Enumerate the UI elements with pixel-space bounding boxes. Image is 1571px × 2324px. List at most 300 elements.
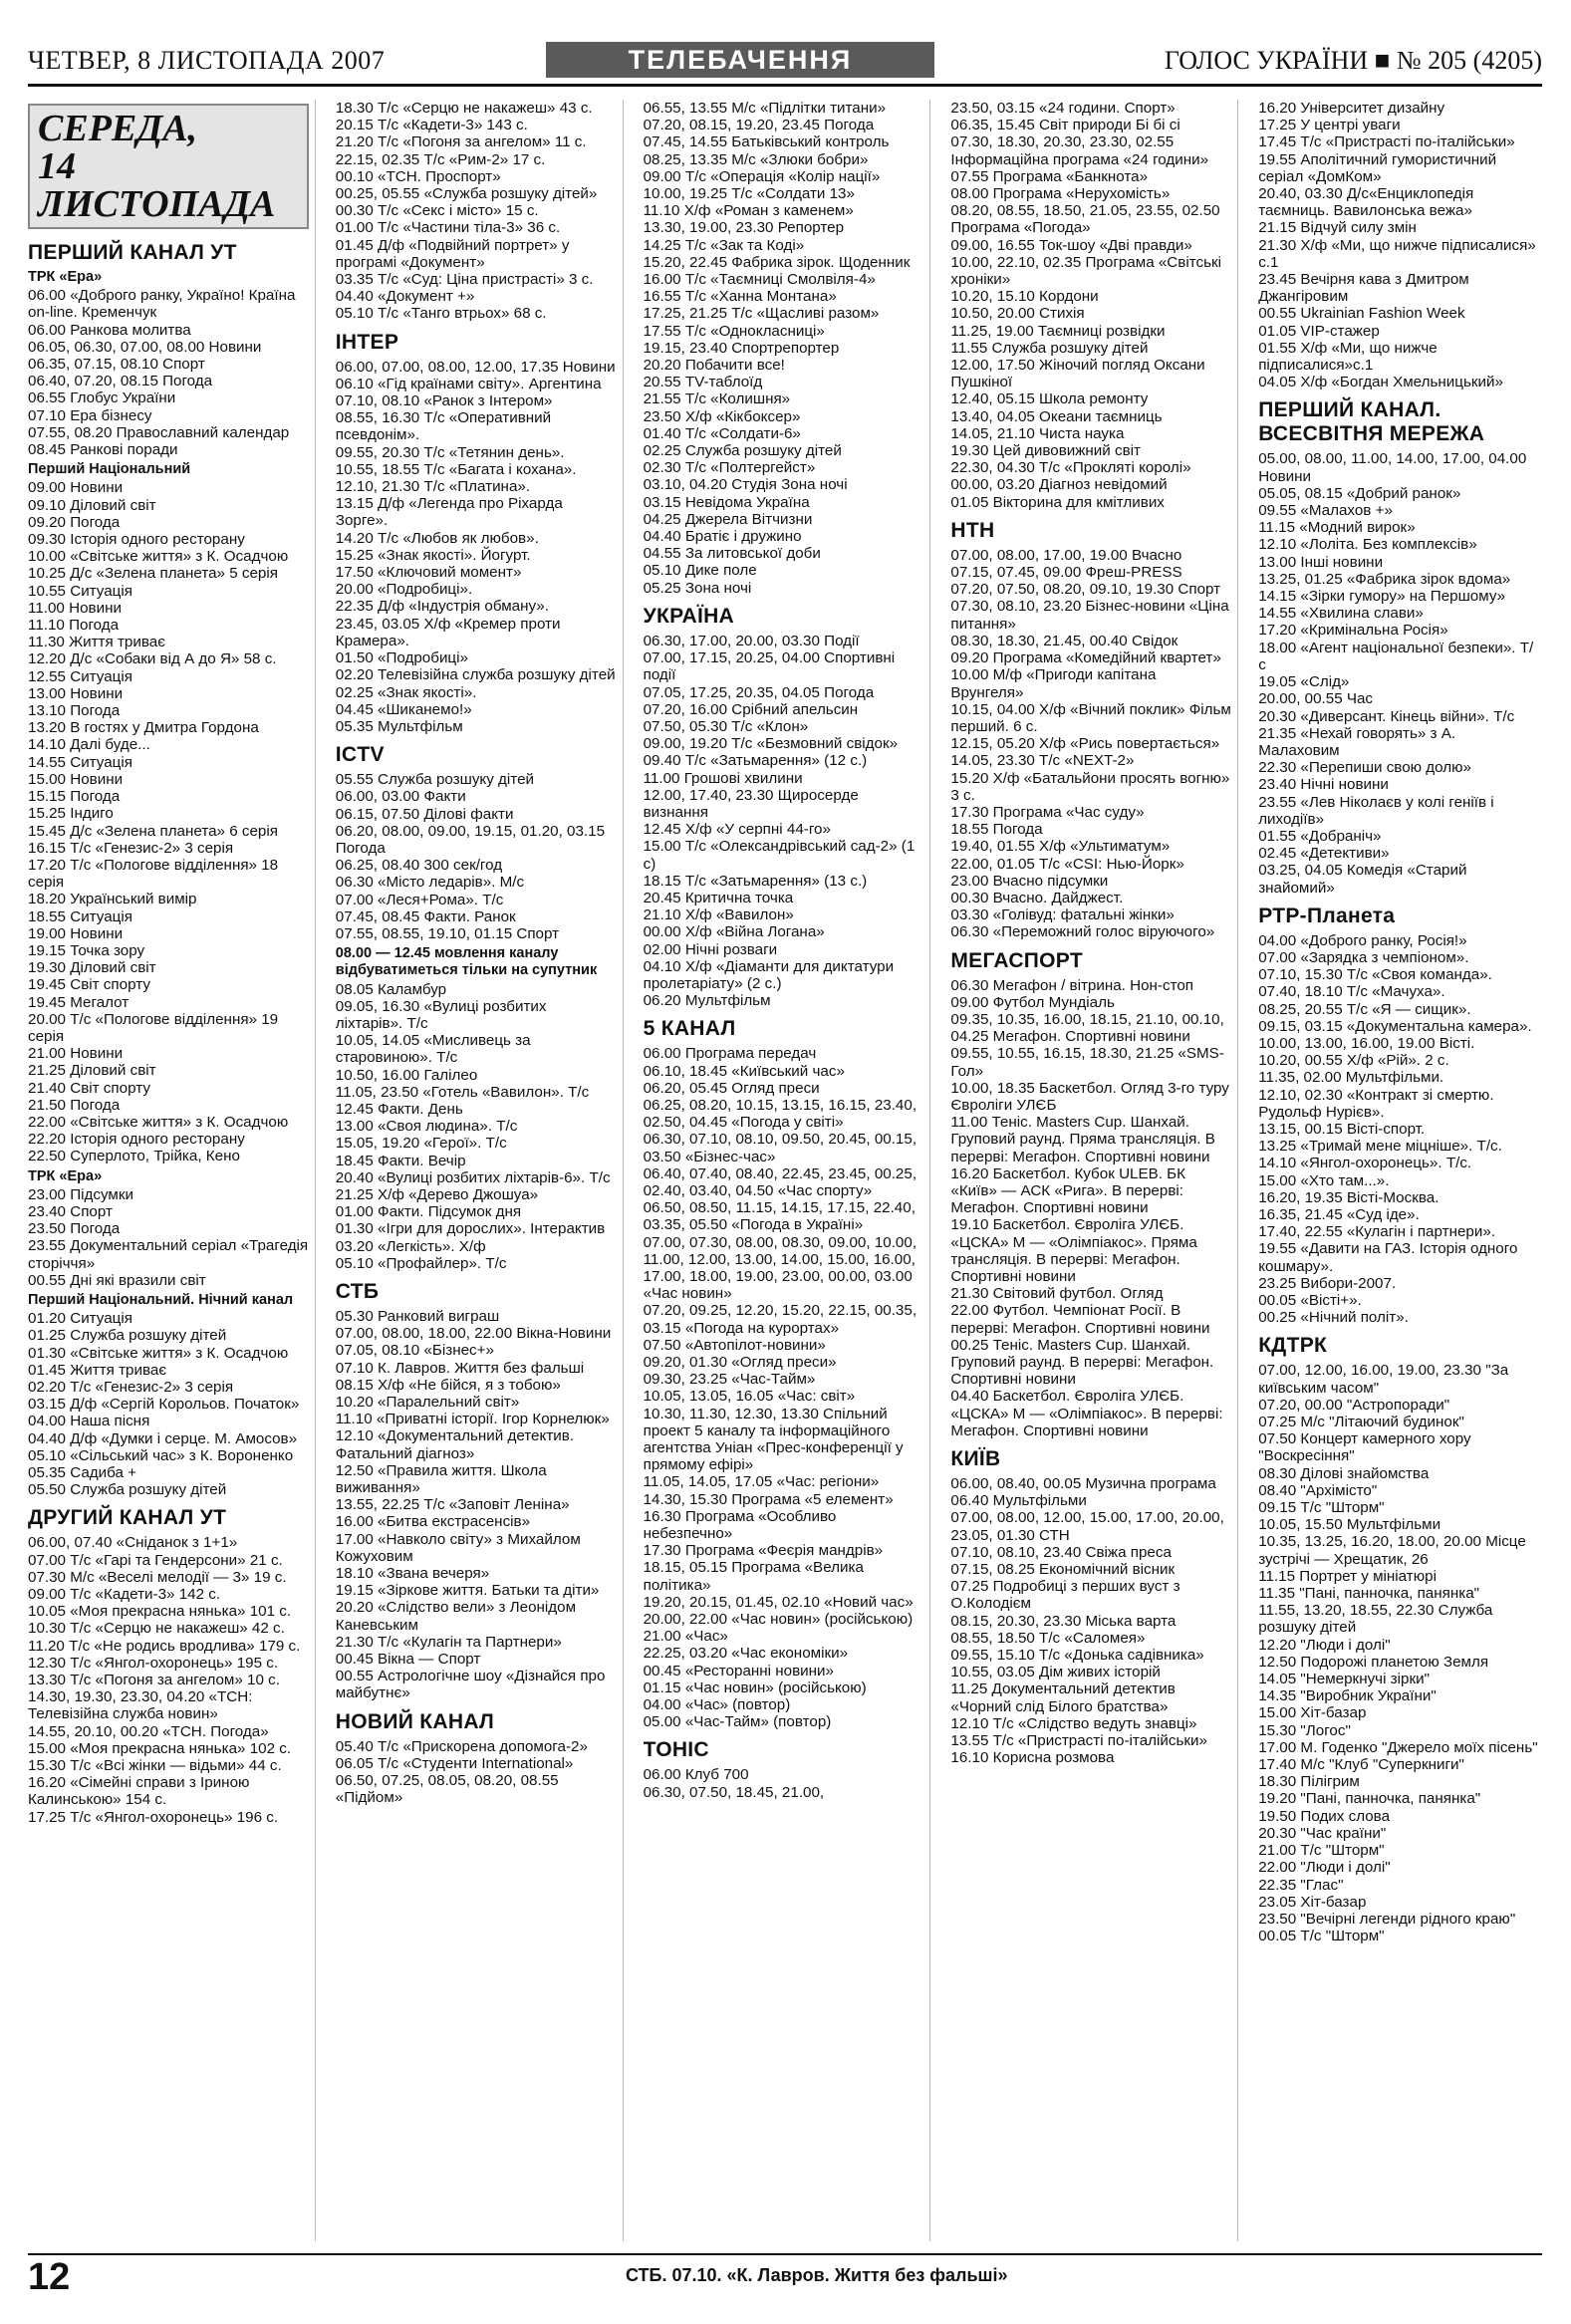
program-entry: 06.00 Програма передач [643,1045,817,1063]
program-entry: 00.10 «ТСН. Проспорт» [335,167,501,185]
program-entry: 20.20 «Слідство вели» з Леонідом Каневським [335,1599,577,1634]
program-entry: 15.00 Т/с «Олександрівський сад-2» (1 с) [643,838,916,873]
program-entry: 15.00 Хіт-базар [1258,1704,1367,1722]
program-entry: 19.20 "Пані, панночка, панянка" [1258,1790,1481,1808]
program-entry: 07.30 М/с «Веселі мелодії — 3» 19 с. [28,1568,287,1586]
program-entry: 11.30 Життя триває [28,634,165,651]
day-title-line-1: СЕРЕДА, [38,108,198,149]
program-entry: 07.20, 09.25, 12.20, 15.20, 22.15, 00.35, 03.15 «Погода на курортах» [643,1302,917,1337]
channel-heading: МЕГАСПОРТ [950,948,1083,972]
program-entry: 03.30 «Голівуд: фатальні жінки» [950,906,1175,924]
program-entry: 12.10, 21.30 Т/с «Платина». [335,478,531,496]
program-entry: 12.20 Д/с «Собаки від А до Я» 58 с. [28,650,277,668]
program-entry: 01.55 Х/ф «Ми, що нижче підписалися»с.1 [1258,339,1438,375]
program-entry: 22.50 Суперлото, Трійка, Кено [28,1148,240,1165]
program-entry: 14.05, 23.30 Т/с «NEXT-2» [950,752,1135,770]
program-entry: 06.00 Ранкова молитва [28,321,191,339]
program-entry: 11.25 Документальний детектив «Чорний слід Білого братства» [950,1680,1176,1715]
program-entry: 15.30 "Логос" [1258,1721,1351,1739]
program-entry: 23.40 Спорт [28,1202,113,1220]
program-entry: 20.40 «Вулиці розбитих ліхтарів-6». Т/с [335,1168,611,1186]
program-entry: 14.10 Далі буде... [28,736,150,754]
program-entry: 17.55 Т/с «Однокласниці» [643,322,825,340]
section-title: ТЕЛЕБАЧЕННЯ [546,42,934,78]
program-entry: 04.40 Баскетбол. Євроліга УЛЄБ. «ЦСКА» М — «Олімпіакос». В перерві: Мегафон. Спортивні новини [950,1388,1223,1439]
program-entry: 16.20, 19.35 Вісті-Москва. [1258,1188,1440,1206]
program-entry: 23.50 Погода [28,1220,121,1238]
program-entry: 23.05 Хіт-базар [1258,1893,1367,1911]
program-entry: 07.55, 08.55, 19.10, 01.15 Спорт [335,924,560,942]
program-entry: 21.25 Діловий світ [28,1062,156,1080]
program-entry: 06.40, 07.40, 08.40, 22.45, 23.45, 00.25, 02.40, 03.40, 04.50 «Час спорту» [643,1164,917,1199]
program-entry: 07.25 М/с "Літаючий будинок" [1258,1414,1464,1431]
program-entry: 09.15 Т/с "Шторм" [1258,1499,1385,1517]
program-entry: 08.55, 18.50 Т/с «Саломея» [950,1629,1146,1647]
program-entry: 08.30 Ділові знайомства [1258,1464,1430,1482]
program-entry: 12.30 Т/с «Янгол-охоронець» 195 с. [28,1654,279,1672]
program-entry: 19.15 «Зіркове життя. Батьки та діти» [335,1582,600,1600]
program-entry: 18.15, 05.15 Програма «Велика політика» [643,1559,864,1594]
program-entry: 11.25, 19.00 Таємниці розвідки [950,322,1166,340]
program-entry: 07.50 «Автопілот-новини» [643,1336,826,1354]
program-entry: 17.30 Програма «Феєрія мандрів» [643,1542,884,1560]
program-entry: 11.00 Новини [28,599,122,617]
program-entry: 21.00 Новини [28,1045,124,1063]
program-entry: 07.45, 08.45 Факти. Ранок [335,907,516,925]
program-entry: 07.00 «Леся+Рома». Т/с [335,891,504,908]
program-entry: 22.35 "Глас" [1258,1876,1344,1894]
program-entry: 12.10, 02.30 «Контракт зі смертю. Рудольф Нурієв». [1258,1086,1494,1121]
program-entry: 09.00 Новини [28,479,124,497]
program-entry: 20.45 Критична точка [643,889,794,906]
program-entry: 19.05 «Слід» [1258,673,1350,691]
program-entry: 10.00, 13.00, 16.00, 19.00 Вісті. [1258,1034,1475,1052]
program-entry: 16.30 Програма «Особливо небезпечно» [643,1507,837,1543]
channel-subheading: 08.00 — 12.45 мовлення каналу відбуватиметься тільки на супутник [335,945,598,979]
program-entry: 06.35, 15.45 Світ природи Бі бі сі [950,117,1180,134]
program-entry: 06.40, 07.20, 08.15 Погода [28,373,213,390]
program-entry: 16.20 Університет дизайну [1258,100,1445,117]
program-entry: 18.45 Факти. Вечір [335,1152,466,1169]
program-entry: 11.15 Портрет у мініатюрі [1258,1567,1437,1585]
program-entry: 12.55 Ситуація [28,667,132,685]
program-entry: 22.30, 04.30 Т/с «Прокляті королі» [950,459,1191,477]
program-entry: 07.00, 08.00, 12.00, 15.00, 17.00, 20.00, 23.05, 01.30 СТН [950,1509,1224,1544]
program-entry: 11.00 Теніс. Masters Cup. Шанхай. Груповий раунд. Пряма трансляція. В перерві: Мегафон. Спортивні новини [950,1114,1215,1165]
program-entry: 06.10 «Гід країнами світу». Аргентина [335,375,602,392]
program-entry: 10.00 «Світське життя» з К. Осадчою [28,548,289,566]
program-entry: 09.00, 19.20 Т/с «Безмовний свідок» [643,735,899,753]
channel-subheading: ТРК «Ера» [28,1167,103,1184]
program-entry: 04.25 Джерела Вітчизни [643,510,813,528]
program-entry: 12.00, 17.50 Жіночий погляд Оксани Пушкіної [950,357,1205,391]
program-entry: 09.20 Програма «Комедійний квартет» [950,649,1221,667]
program-entry: 06.55, 13.55 М/с «Підлітки титани» [643,100,887,117]
program-entry: 12.20 "Люди і долі" [1258,1636,1391,1654]
program-entry: 15.45 Д/с «Зелена планета» 6 серія [28,822,278,840]
channel-heading: КДТРК [1258,1334,1328,1358]
program-entry: 01.00 Т/с «Частини тіла-3» 36 с. [335,219,561,237]
program-entry: 05.05, 08.15 «Добрий ранок» [1258,484,1461,502]
program-entry: 07.20, 07.50, 08.20, 09.10, 19.30 Спорт [950,581,1221,599]
channel-heading: НОВИЙ КАНАЛ [335,1709,495,1733]
program-entry: 21.20 Т/с «Погоня за ангелом» 11 с. [335,133,587,151]
channel-subheading: Перший Національний. Нічний канал [28,1291,294,1308]
program-entry: 23.50, 03.15 «24 години. Спорт» [950,100,1176,117]
program-entry: 09.55, 15.10 Т/с «Донька садівника» [950,1647,1204,1665]
program-entry: 07.20, 16.00 Срібний апельсин [643,700,859,718]
program-entry: 18.55 Погода [950,821,1043,839]
program-entry: 11.10 Х/ф «Роман з каменем» [643,202,854,220]
program-entry: 13.55, 22.25 Т/с «Заповіт Леніна» [335,1496,570,1514]
program-entry: 00.00 Х/ф «Війна Логана» [643,923,825,941]
program-entry: 14.25 Т/с «Зак та Коді» [643,236,805,254]
program-entry: 20.55 ТV-таблоїд [643,374,763,391]
program-entry: 15.00 Новини [28,770,124,788]
program-entry: 06.05, 06.30, 07.00, 08.00 Новини [28,338,262,356]
channel-heading: УКРАЇНА [643,604,735,628]
program-entry: 12.50 Подорожі планетою Земля [1258,1653,1489,1671]
program-entry: 22.25, 03.20 «Час економіки» [643,1645,849,1663]
program-entry: 11.10 «Приватні історії. Ігор Корнелюк» [335,1411,610,1428]
program-entry: 00.30 Вчасно. Дайджест. [950,889,1124,906]
program-entry: 01.50 «Подробиці» [335,649,468,667]
program-entry: 13.15 Д/ф «Легенда про Ріхарда Зорге». [335,495,563,530]
program-entry: 22.00, 01.05 Т/с «CSI: Нью-Йорк» [950,855,1184,873]
program-entry: 21.40 Світ спорту [28,1079,150,1097]
program-entry: 13.00 «Своя людина». Т/с [335,1118,518,1136]
program-entry: 17.25 Т/с «Янгол-охоронець» 196 с. [28,1808,279,1826]
program-entry: 22.20 Історія одного ресторану [28,1131,245,1149]
channel-heading: ПЕРШИЙ КАНАЛ. ВСЕСВІТНЯ МЕРЕЖА [1258,398,1485,446]
program-entry: 00.25 «Нічний політ». [1258,1309,1409,1327]
program-entry: 06.00, 08.40, 00.05 Музична програма [950,1475,1216,1493]
program-entry: 17.40, 22.55 «Кулагін і партнери». [1258,1223,1496,1241]
program-entry: 01.45 Життя триває [28,1361,167,1379]
program-entry: 08.15, 20.30, 23.30 Міська варта [950,1612,1177,1630]
program-entry: 16.00 Т/с «Таємниці Смолвіля-4» [643,271,876,289]
program-entry: 19.20, 20.15, 01.45, 02.10 «Новий час» [643,1593,914,1611]
program-entry: 08.15 Х/ф «Не бійся, я з тобою» [335,1376,561,1394]
program-entry: 19.15 Точка зору [28,941,145,959]
program-entry: 18.55 Ситуація [28,907,132,925]
program-entry: 09.00, 16.55 Ток-шоу «Дві правди» [950,236,1192,254]
program-entry: 15.20, 22.45 Фабрика зірок. Щоденник [643,253,911,271]
program-entry: 01.30 «Ігри для дорослих». Інтерактив [335,1220,606,1238]
channel-heading: НТН [950,518,995,542]
column-5 [1258,100,1546,2241]
channel-subheading: ТРК «Ера» [28,269,103,285]
program-entry: 04.40 «Документ +» [335,288,475,306]
program-entry: 08.45 Ранкові поради [28,441,178,459]
program-entry: 08.20, 08.55, 18.50, 21.05, 23.55, 02.50 Програма «Погода» [950,202,1220,237]
program-entry: 06.30, 07.50, 18.45, 21.00, [643,1783,825,1801]
program-entry: 04.00 Наша пісня [28,1413,150,1430]
program-entry: 14.30, 15.30 Програма «5 елемент» [643,1490,894,1508]
program-entry: 07.00, 07.30, 08.00, 08.30, 09.00, 10.00, 11.00, 12.00, 13.00, 14.00, 15.00, 16.00, 17.00, 18.00, 19.00, 23.00, 00.00, 03.00 «Час новин» [643,1233,917,1303]
program-entry: 09.40 Т/с «Затьмарення» (12 с.) [643,752,868,770]
program-entry: 02.25 «Знак якості». [335,683,477,701]
program-entry: 15.15 Погода [28,788,121,806]
program-entry: 17.25 У центрі уваги [1258,117,1401,134]
program-entry: 11.35 "Пані, панночка, панянка" [1258,1585,1480,1603]
program-entry: 08.40 "Архімісто" [1258,1481,1378,1499]
day-title [28,104,309,229]
channel-heading: ICTV [335,743,385,767]
program-entry: 06.05 Т/с «Студенти International» [335,1754,574,1772]
program-entry: 20.15 Т/с «Кадети-3» 143 с. [335,117,528,134]
program-entry: 06.00, 07.00, 08.00, 12.00, 17.35 Новини [335,358,616,376]
program-entry: 14.55, 20.10, 00.20 «ТСН. Погода» [28,1722,269,1740]
program-entry: 06.20, 08.00, 09.00, 19.15, 01.20, 03.15 Погода [335,822,606,857]
program-entry: 18.15 Т/с «Затьмарення» (13 с.) [643,872,868,890]
program-entry: 13.00 Інші новини [1258,553,1384,571]
program-entry: 02.20 Телевізійна служба розшуку дітей [335,666,616,684]
program-entry: 21.00 «Час» [643,1628,728,1646]
program-entry: 07.10 Ера бізнесу [28,406,152,424]
program-entry: 23.50 "Вечірні легенди рідного краю" [1258,1910,1516,1928]
program-entry: 06.30 «Переможний голос віруючого» [950,923,1215,941]
program-entry: 05.00 «Час-Тайм» (повтор) [643,1713,832,1731]
program-entry: 10.55 Ситуація [28,582,132,600]
program-entry: 07.25 Подробиці з перших вуст з О.Колодієм [950,1578,1180,1613]
program-entry: 10.00, 19.25 Т/с «Солдати 13» [643,185,855,203]
program-entry: 15.00 «Моя прекрасна нянька» 102 с. [28,1739,292,1757]
program-entry: 03.15 Д/ф «Сергій Корольов. Початок» [28,1396,300,1414]
program-entry: 20.20 Побачити все! [643,357,785,375]
program-entry: 17.25, 21.25 Т/с «Щасливі разом» [643,305,880,323]
program-entry: 04.00 «Час» (повтор) [643,1696,791,1714]
program-entry: 09.20 Погода [28,513,121,531]
program-entry: 09.30 Історія одного ресторану [28,531,245,549]
program-entry: 05.55 Служба розшуку дітей [335,771,535,789]
program-entry: 11.00 Грошові хвилини [643,769,803,787]
program-entry: 17.30 Програма «Час суду» [950,803,1145,821]
program-entry: 10.25 Д/с «Зелена планета» 5 серія [28,565,278,583]
program-entry: 15.30 Т/с «Всі жінки — відьми» 44 с. [28,1757,282,1775]
program-entry: 14.30, 19.30, 23.30, 04.20 «ТСН: Телевізійна служба новин» [28,1688,253,1723]
program-entry: 21.15 Відчуй силу змін [1258,219,1417,237]
program-entry: 13.10 Погода [28,702,121,720]
program-entry: 10.30, 11.30, 12.30, 13.30 Спільний проект 5 каналу та інформаційного агентства Уніан «Прес-конференції у прямому ефірі» [643,1405,904,1474]
program-entry: 05.30 Ранковий виграш [335,1308,500,1325]
program-entry: 00.25, 05.55 «Служба розшуку дітей» [335,185,598,203]
footer-promo: СТБ. 07.10. «К. Лавров. Життя без фальші» [626,2265,1008,2285]
program-entry: 05.35 Садиба + [28,1464,137,1482]
program-entry: 15.00 «Хто там...». [1258,1171,1390,1189]
program-entry: 09.15, 03.15 «Документальна камера». [1258,1017,1532,1035]
program-entry: 03.20 «Легкість». Х/ф [335,1237,486,1255]
program-entry: 19.55 «Давити на ГАЗ. Історія одного кошмару». [1258,1240,1518,1275]
channel-heading: ПЕРШИЙ КАНАЛ УТ [28,241,237,264]
program-entry: 10.55, 03.05 Дім живих історій [950,1664,1161,1681]
channel-heading: ТОНІС [643,1738,709,1762]
program-entry: 12.10 Т/с «Слідство ведуть знавці» [950,1714,1197,1732]
program-entry: 15.05, 19.20 «Герої». Т/с [335,1135,507,1153]
program-entry: 19.55 Аполітичний гумористичний серіал «ДомКом» [1258,150,1497,185]
program-entry: 07.20, 08.15, 19.20, 23.45 Погода [643,117,875,134]
program-entry: 14.35 "Виробник України" [1258,1687,1437,1705]
column-2 [336,100,624,2241]
program-entry: 23.00 Вчасно підсумки [950,872,1109,890]
program-entry: 14.15 «Зірки гумору» на Першому» [1258,588,1506,606]
program-entry: 16.00 «Битва екстрасенсів» [335,1513,531,1531]
program-entry: 09.20, 01.30 «Огляд преси» [643,1354,837,1372]
program-entry: 04.45 «Шиканемо!» [335,700,472,718]
program-entry: 10.05, 13.05, 16.05 «Час: світ» [643,1388,856,1406]
program-entry: 20.00, 00.55 Час [1258,690,1374,708]
program-entry: 16.15 Т/с «Генезис-2» 3 серія [28,839,234,857]
program-entry: 18.30 Т/с «Серцю не накажеш» 43 с. [335,100,593,117]
program-entry: 10.05 «Моя прекрасна нянька» 101 с. [28,1603,292,1621]
issue-date: ЧЕТВЕР, 8 ЛИСТОПАДА 2007 [28,46,386,75]
program-entry: 09.55, 20.30 Т/с «Тетянин день». [335,443,565,461]
program-entry: 19.50 Подих слова [1258,1807,1391,1825]
program-entry: 04.40 Д/ф «Думки і серце. М. Амосов» [28,1429,298,1447]
program-entry: 10.55, 18.55 Т/с «Багата і кохана». [335,460,577,478]
program-entry: 06.50, 08.50, 11.15, 14.15, 17.15, 22.40, 03.35, 05.50 «Погода в Україні» [643,1199,916,1234]
channel-heading: ІНТЕР [335,330,399,354]
program-entry: 05.10 Т/с «Танго втрьох» 68 с. [335,305,547,323]
program-entry: 20.00 Т/с «Пологове відділення» 19 серія [28,1010,279,1045]
program-entry: 11.55, 13.20, 18.55, 22.30 Служба розшуку дітей [1258,1602,1493,1637]
program-entry: 03.25, 04.05 Комедія «Старий знайомий» [1258,862,1467,897]
program-entry: 07.05, 08.10 «Бізнес+» [335,1342,494,1360]
program-entry: 06.55 Глобус України [28,389,176,407]
program-entry: 06.15, 07.50 Ділові факти [335,805,514,823]
program-entry: 06.10, 18.45 «Київський час» [643,1062,845,1080]
program-entry: 05.40 Т/с «Прискорена допомога-2» [335,1737,588,1755]
program-entry: 18.30 Пілігрим [1258,1773,1360,1791]
program-entry: 12.00, 17.40, 23.30 Щиросерде визнання [643,786,859,821]
program-entry: 16.20 Баскетбол. Кубок ULEB. БК «Київ» — АСК «Рига». В перерві: Мегафон. Спортивні новини [950,1164,1185,1217]
program-entry: 23.40 Нічні новини [1258,776,1389,794]
program-entry: 20.00, 22.00 «Час новин» (російською) [643,1611,914,1629]
program-entry: 07.45, 14.55 Батьківський контроль [643,133,890,151]
program-entry: 04.00 «Доброго ранку, Росія!» [1258,931,1467,949]
column-1 [28,100,316,2241]
program-entry: 06.25, 08.40 300 сек/год [335,857,503,875]
program-entry: 00.00, 03.20 Діагноз невідомий [950,476,1168,494]
program-entry: 10.50, 16.00 Галілео [335,1066,478,1084]
program-entry: 01.40 Т/с «Солдати-6» [643,424,801,442]
program-entry: 00.55 Дні які вразили світ [28,1271,206,1289]
program-entry: 20.30 «Диверсант. Кінець війни». Т/с [1258,707,1515,725]
channel-subheading: Перший Національний [28,461,191,478]
program-entry: 03.15 Невідома Україна [643,493,810,511]
program-entry: 06.25, 08.20, 10.15, 13.15, 16.15, 23.40, 02.50, 04.45 «Погода у світі» [643,1096,917,1132]
program-entry: 05.10 «Сільський час» з К. Вороненко [28,1446,294,1464]
program-entry: 10.00 М/ф «Пригоди капітана Врунгеля» [950,666,1157,701]
program-entry: 17.20 Т/с «Пологове відділення» 18 серія [28,856,279,892]
program-entry: 23.50 Х/ф «Кікбоксер» [643,407,801,425]
program-entry: 04.55 За литовської доби [643,545,821,563]
program-entry: 07.00, 12.00, 16.00, 19.00, 23.30 "За київським часом" [1258,1362,1509,1397]
program-entry: 23.25 Вибори-2007. [1258,1274,1397,1292]
program-entry: 11.55 Служба розшуку дітей [950,339,1149,357]
program-entry: 06.00, 07.40 «Сніданок з 1+1» [28,1534,238,1552]
program-entry: 07.50 Концерт камерного хору "Воскресіння" [1258,1430,1471,1465]
program-entry: 07.05, 17.25, 20.35, 04.05 Погода [643,683,875,701]
program-entry: 16.55 Т/с «Ханна Монтана» [643,288,837,306]
program-entry: 00.25 Теніс. Masters Cup. Шанхай. Груповий раунд. В перерві: Мегафон. Спортивні новини [950,1336,1214,1389]
program-entry: 01.20 Ситуація [28,1310,132,1328]
program-entry: 00.30 Т/с «Секс і місто» 15 с. [335,202,539,220]
program-entry: 22.00 «Світське життя» з К. Осадчою [28,1113,289,1131]
program-entry: 23.45, 03.05 Х/ф «Кремер проти Крамера». [335,615,561,649]
program-entry: 07.10, 15.30 Т/с «Своя команда». [1258,966,1492,984]
program-entry: 07.40, 18.10 Т/с «Мачуха». [1258,983,1445,1001]
program-entry: 13.30 Т/с «Погоня за ангелом» 10 с. [28,1672,280,1689]
program-entry: 23.55 Документальний серіал «Трагедія сторіччя» [28,1237,309,1272]
day-title-line-2: 14 ЛИСТОПАДА [38,145,276,225]
newspaper-masthead: ГОЛОС УКРАЇНИ ■ № 205 (4205) [1164,46,1542,75]
program-entry: 10.15, 04.00 Х/ф «Вічний поклик» Фільм перший. 6 с. [950,700,1231,735]
program-entry: 08.25, 13.35 М/с «Злюки бобри» [643,150,869,168]
program-entry: 07.30, 18.30, 20.30, 23.30, 02.55 Інформаційна програма «24 години» [950,133,1209,168]
program-entry: 17.45 Т/с «Пристрасті по-італійськи» [1258,133,1515,151]
program-entry: 10.20, 00.55 Х/ф «Рій». 2 с. [1258,1052,1449,1070]
program-entry: 09.00 Футбол Мундіаль [950,993,1115,1011]
program-entry: 22.00 "Люди і долі" [1258,1859,1391,1877]
program-entry: 10.05, 14.05 «Мисливець за старовиною». Т/с [335,1032,531,1067]
program-entry: 23.00 Підсумки [28,1185,133,1203]
program-entry: 11.10 Погода [28,617,120,635]
program-entry: 07.10, 08.10 «Ранок з Інтером» [335,392,553,410]
program-entry: 11.15 «Модний вирок» [1258,519,1416,537]
program-entry: 15.25 «Знак якості». Йогурт. [335,546,531,564]
program-entry: 07.00, 08.00, 17.00, 19.00 Вчасно [950,546,1182,564]
program-entry: 10.00, 18.35 Баскетбол. Огляд 3-го туру Євроліги УЛЄБ [950,1079,1229,1114]
program-entry: 11.05, 14.05, 17.05 «Час: регіони» [643,1473,880,1491]
program-entry: 01.30 «Світське життя» з К. Осадчою [28,1344,289,1362]
program-entry: 10.00, 22.10, 02.35 Програма «Світські хроніки» [950,253,1222,289]
page-footer [28,2253,1542,2298]
program-entry: 08.55, 16.30 Т/с «Оперативний псевдонім». [335,409,552,444]
program-entry: 07.30, 08.10, 23.20 Бізнес-новини «Ціна питання» [950,598,1229,633]
program-entry: 00.45 «Ресторанні новини» [643,1662,834,1679]
program-entry: 13.15, 00.15 Вісті-спорт. [1258,1120,1426,1138]
program-entry: 14.20 Т/с «Любов як любов». [335,529,539,547]
program-entry: 12.40, 05.15 Школа ремонту [950,390,1149,408]
program-entry: 21.30 Х/ф «Ми, що нижче підписалися» с.1 [1258,236,1536,271]
program-entry: 06.20 Мультфільм [643,992,771,1010]
program-entry: 21.30 Світовий футбол. Огляд [950,1285,1164,1303]
program-entry: 14.05 "Немеркнучі зірки" [1258,1671,1430,1688]
program-entry: 17.00 «Навколо світу» з Михайлом Кожуховим [335,1530,581,1565]
program-entry: 17.20 «Кримінальна Росія» [1258,622,1448,640]
program-entry: 06.00, 03.00 Факти [335,788,466,806]
program-entry: 20.00 «Подробиці». [335,581,473,599]
program-entry: 04.05 Х/ф «Богдан Хмельницький» [1258,374,1503,391]
program-entry: 19.30 Цей дивовижний світ [950,442,1141,460]
program-entry: 18.20 Український вимір [28,891,197,908]
program-entry: 10.30 Т/с «Серцю не накажеш» 42 с. [28,1620,285,1638]
program-entry: 09.10 Діловий світ [28,496,156,514]
program-entry: 13.25, 01.25 «Фабрика зірок вдома» [1258,570,1511,588]
program-entry: 00.55 Астрологічне шоу «Дізнайся про майбутнє» [335,1668,606,1702]
program-entry: 07.20, 00.00 "Астропоради" [1258,1396,1450,1414]
program-entry: 08.25, 20.55 Т/с «Я — сищик». [1258,1000,1471,1018]
program-entry: 05.35 Мультфільм [335,717,463,735]
program-entry: 03.10, 04.20 Студія Зона ночі [643,476,848,494]
program-entry: 19.30 Діловий світ [28,959,156,977]
program-entry: 06.20, 05.45 Огляд преси [643,1079,820,1097]
program-entry: 06.30, 07.10, 08.10, 09.50, 20.45, 00.15, 03.50 «Бізнес-час» [643,1131,917,1165]
program-entry: 15.25 Індиго [28,805,114,823]
program-entry: 00.05 Т/с "Шторм" [1258,1928,1385,1945]
program-entry: 11.20 Т/с «Не родись вродлива» 179 с. [28,1637,301,1655]
